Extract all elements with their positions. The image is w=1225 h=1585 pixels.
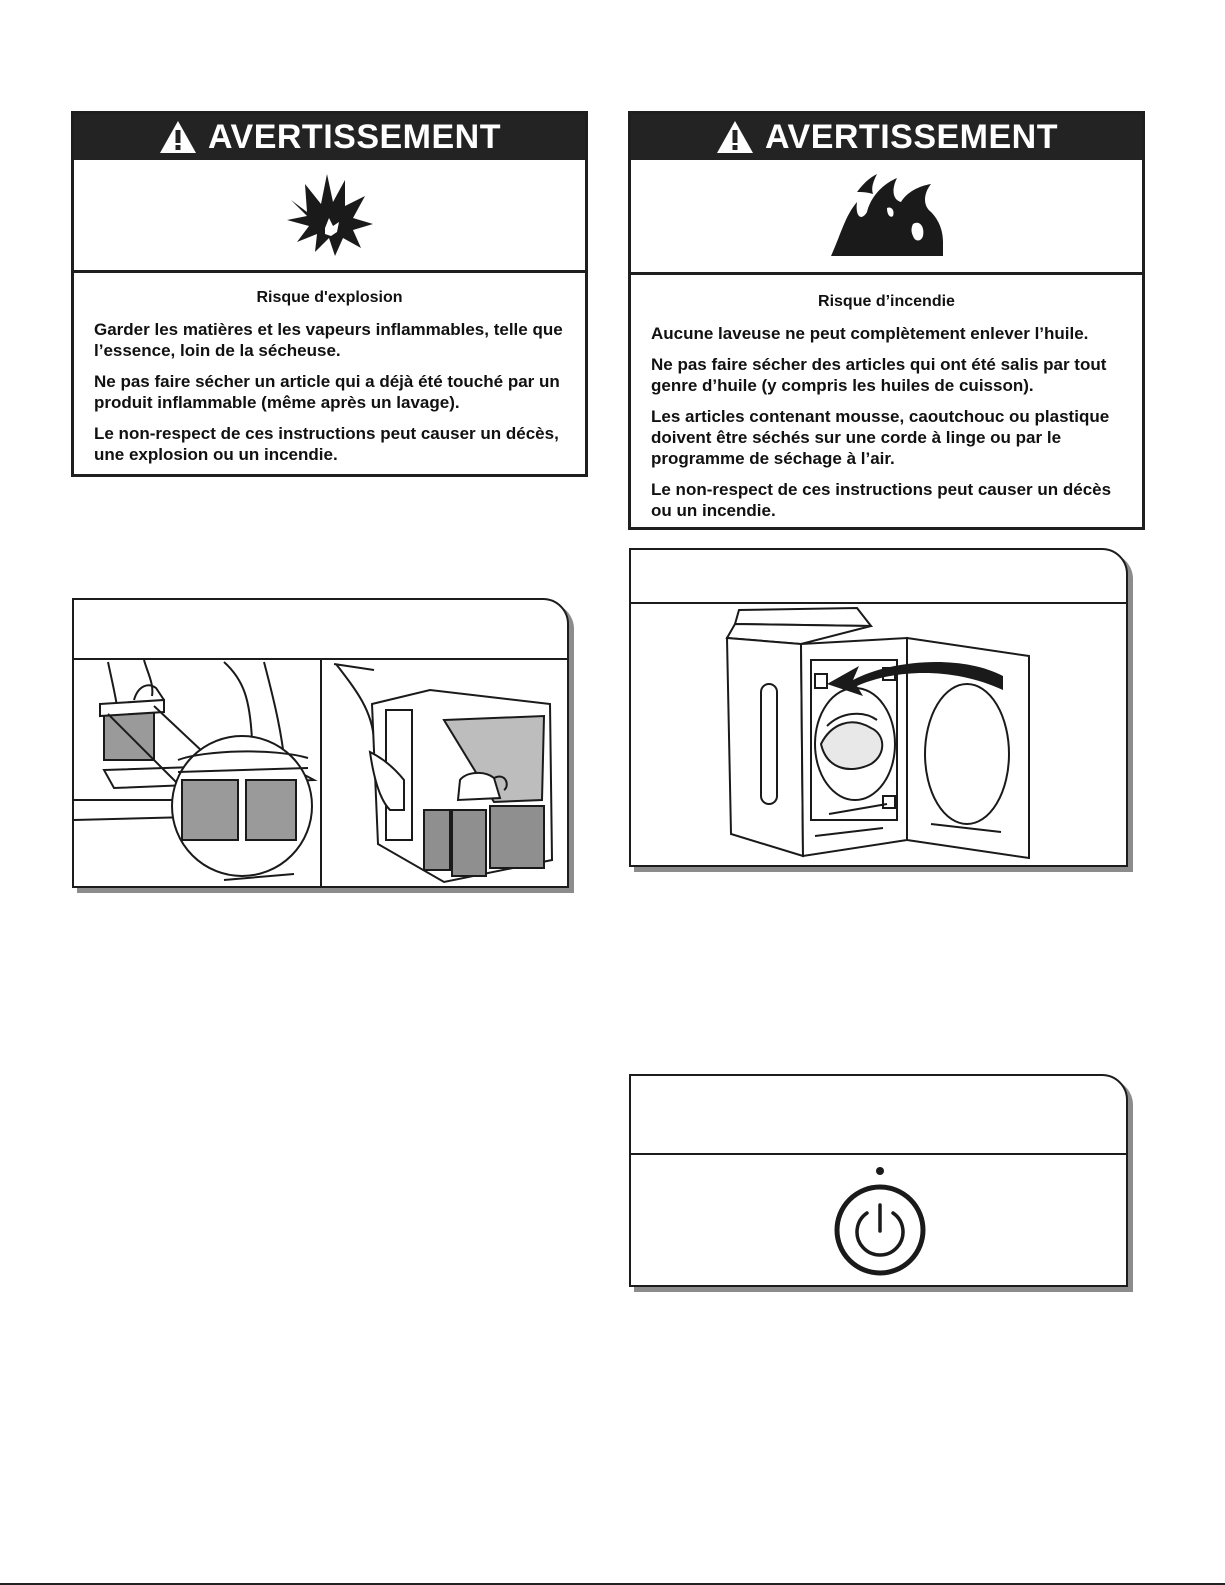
warning-paragraph: Le non-respect de ces instructions peut causer un décès ou un incendie. [651, 480, 1112, 520]
warning-explosion [71, 111, 588, 477]
warning-subtitle: Risque d’incendie [818, 293, 955, 310]
warning-paragraph: Les articles contenant mousse, caoutchouc ou plastique doivent être séchés sur une corde à linge ou par le programme de séchage à l’air. [651, 407, 1110, 468]
explosion-icon [285, 172, 375, 258]
warning-paragraph: Garder les matières et les vapeurs inflammables, telle que l’essence, loin de la sécheuse. [94, 320, 563, 360]
warning-paragraph: Ne pas faire sécher un article qui a déjà été touché par un produit inflammable (même après un lavage). [94, 372, 560, 412]
warning-header [631, 114, 1142, 160]
warning-subtitle: Risque d'explosion [256, 289, 403, 306]
warning-body [631, 275, 1142, 539]
warning-header-label: AVERTISSEMENT [764, 117, 1058, 156]
power-icon [631, 1155, 1128, 1287]
figure-dryer-load [629, 548, 1128, 867]
warning-header-label: AVERTISSEMENT [207, 117, 501, 156]
warning-paragraph: Ne pas faire sécher des articles qui ont été salis par tout genre d’huile (y compris les huiles de cuisson). [651, 355, 1107, 395]
lint-filter-removal-scene [74, 660, 314, 880]
lint-filter-cleaning-scene [334, 664, 552, 882]
warning-triangle-icon [158, 119, 198, 155]
lint-filter-illustration [74, 660, 569, 888]
power-indicator-dot [876, 1167, 884, 1175]
figure-lint-filter [72, 598, 569, 888]
warning-header [74, 114, 585, 160]
figure-header-band [631, 550, 1126, 604]
warning-body [74, 273, 585, 483]
figure-header-band [74, 600, 567, 660]
dryer-door-open-illustration [631, 604, 1128, 867]
hazard-icon-band [74, 160, 585, 273]
hazard-icon-band [631, 160, 1142, 275]
warning-fire [628, 111, 1145, 530]
warning-triangle-icon [715, 119, 755, 155]
fire-icon [827, 172, 947, 260]
figure-power-button [629, 1074, 1128, 1287]
warning-paragraph: Le non-respect de ces instructions peut causer un décès, une explosion ou un incendie. [94, 424, 559, 464]
figure-header-band [631, 1076, 1126, 1155]
warning-paragraph: Aucune laveuse ne peut complètement enlever l’huile. [651, 324, 1089, 343]
